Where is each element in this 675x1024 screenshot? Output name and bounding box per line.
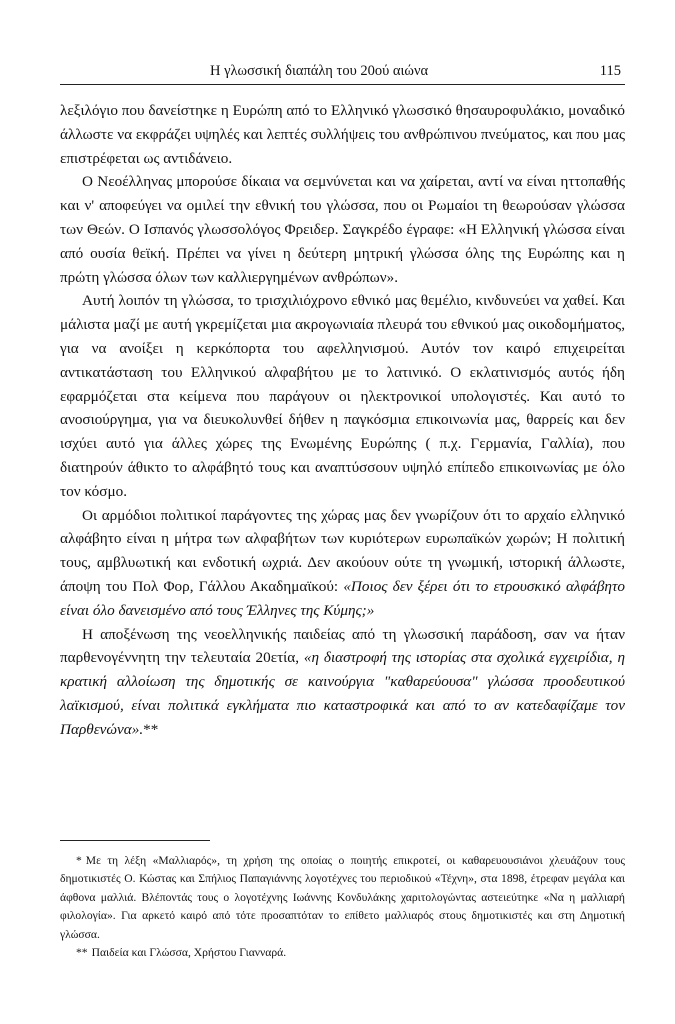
footnote-1-text: Με τη λέξη «Μαλλιαρός», τη χρήση της οποίας ο ποιητής επικροτεί, οι καθαρευουσιάνοι χλευάζουν τους δημοτικιστές Ο. Κώστας και Σπήλιος Παπαγιάννης λογοτέχνες του περιοδικού «Τέχνη», στα 1898, έτρεφαν μεγάλα και άφθονα μαλλιά. Βλέποντάς τους ο λογοτέχνης Ιωάννης Κονδυλάκης χαριτολογώντας αστειεύτηκε «Να η μαλλιαρή φιλολογία». Για αρκετό καιρό από τότε προσαπτόταν το επίθετο μαλλιαρός στους δημοτικιστές και στη Δημοτική γλώσσα. [60,854,625,941]
running-header [60,62,625,85]
book-page [60,0,625,1024]
footnote-1 [60,852,625,944]
footnote-2-text: Παιδεία και Γλώσσα, Χρήστου Γιανναρά. [91,946,287,960]
footnote-1-mark: * [76,854,82,867]
paragraph-4-quote: «Ποιος δεν ξέρει ότι το ετρουσκικό αλφάβητο είναι όλο δανεισμένο από τους Έλληνες της Κύμης;» [60,577,625,619]
paragraph-5-text: Η αποξένωση της νεοελληνικής παιδείας από τη γλωσσική παράδοση, σαν να ήταν παρθενογέννητη την τελευταία 20ετία, [60,625,625,667]
page-number: 115 [599,63,621,79]
paragraph-5-quote: «η διαστροφή της ιστορίας στα σχολικά εγχειρίδια, η κρατική αλλοίωση της δημοτικής σε καινούργια "καθαρεύουσα" γλώσσα προοδευτικού λαϊκισμού, είναι πολιτικά εγκλήματα πιο καταστροφικά και από το αν κατεδαφίζαμε τον Παρθενώνα». [60,649,625,738]
running-title: Η γλωσσική διαπάλη του 20ού αιώνα [210,63,429,79]
main-text [60,99,625,742]
paragraph-2: Ο Νεοέλληνας μπορούσε δίκαια να σεμνύνεται και να χαίρεται, αντί να είναι ηττοπαθής και ν' αποφεύγει να ομιλεί την εθνική του γλώσσα, που οι Ρωμαίοι τη θεωρούσαν γλώσσα των Θεών. Ο Ισπανός γλωσσολόγος Φρειδερ. Σαγκρέδο έγραφε: «Η Ελληνική γλώσσα είναι από ουσία θεϊκή. Πρέπει να γίνει η δεύτερη μητρική γλώσσα όλης της Ευρώπης και η πρώτη γλώσσα όλων των καλλιεργημένων ανθρώπων». [60,173,625,286]
paragraph-4-text: Οι αρμόδιοι πολιτικοί παράγοντες της χώρας μας δεν γνωρίζουν ότι το αρχαίο ελληνικό αλφάβητο είναι η μήτρα των αλφαβήτων των κυριότερων ευρωπαϊκών χωρών; Η πολιτική τους, αμβλυωτική και ενδοτική ωχριά. Δεν ακούουν ούτε τη γνωμική, ιστορική άλλωστε, άποψη του Πολ Φορ, Γάλλου Ακαδημαϊκού: [60,506,625,595]
paragraph-4 [60,504,625,623]
footnote-divider [60,840,210,841]
paragraph-5 [60,623,625,742]
footnote-reference: ** [143,720,159,738]
paragraph-3: Αυτή λοιπόν τη γλώσσα, το τρισχιλιόχρονο εθνικό μας θεμέλιο, κινδυνεύει να χαθεί. Και μάλιστα μαζί με αυτή γκρεμίζεται μια ακρογωνιαία πλευρά του εθνικού μας οικοδομήματος, για να ανοίξει η κερκόπορτα του αφελληνισμού. Αυτόν τον καιρό επιχειρείται αντικατάσταση του Ελληνικού αλφαβήτου με το λατινικό. Ο εκλατινισμός αυτός ήδη εφαρμόζεται στα κείμενα που παράγουν οι ηλεκτρονικοί υπολογιστές. Και αυτό το ανοσιούργημα, για να διευκολυνθεί δήθεν η παγκόσμια επικοινωνία μας, θαρρείς και δεν ισχύει αυτό για άλλες χώρες της Ενωμένης Ευρώπης ( π.χ. Γερμανία, Γαλλία), που διατηρούν άθικτο το αλφάβητό τους και αναπτύσσουν υψηλό επίπεδο επικοινωνίας με όλο τον κόσμο. [60,292,625,500]
footnote-2 [60,944,625,962]
footnotes [60,852,625,962]
paragraph-1: λεξιλόγιο που δανείστηκε η Ευρώπη από το Ελληνικό γλωσσικό θησαυροφυλάκιο, μοναδικό άλλωστε να εκφράζει υψηλές και λεπτές συλλήψεις του ανθρώπινου πνεύματος, και που μας επιστρέφεται ως αντιδάνειο. [60,102,625,167]
footnote-2-mark: ** [76,946,88,960]
